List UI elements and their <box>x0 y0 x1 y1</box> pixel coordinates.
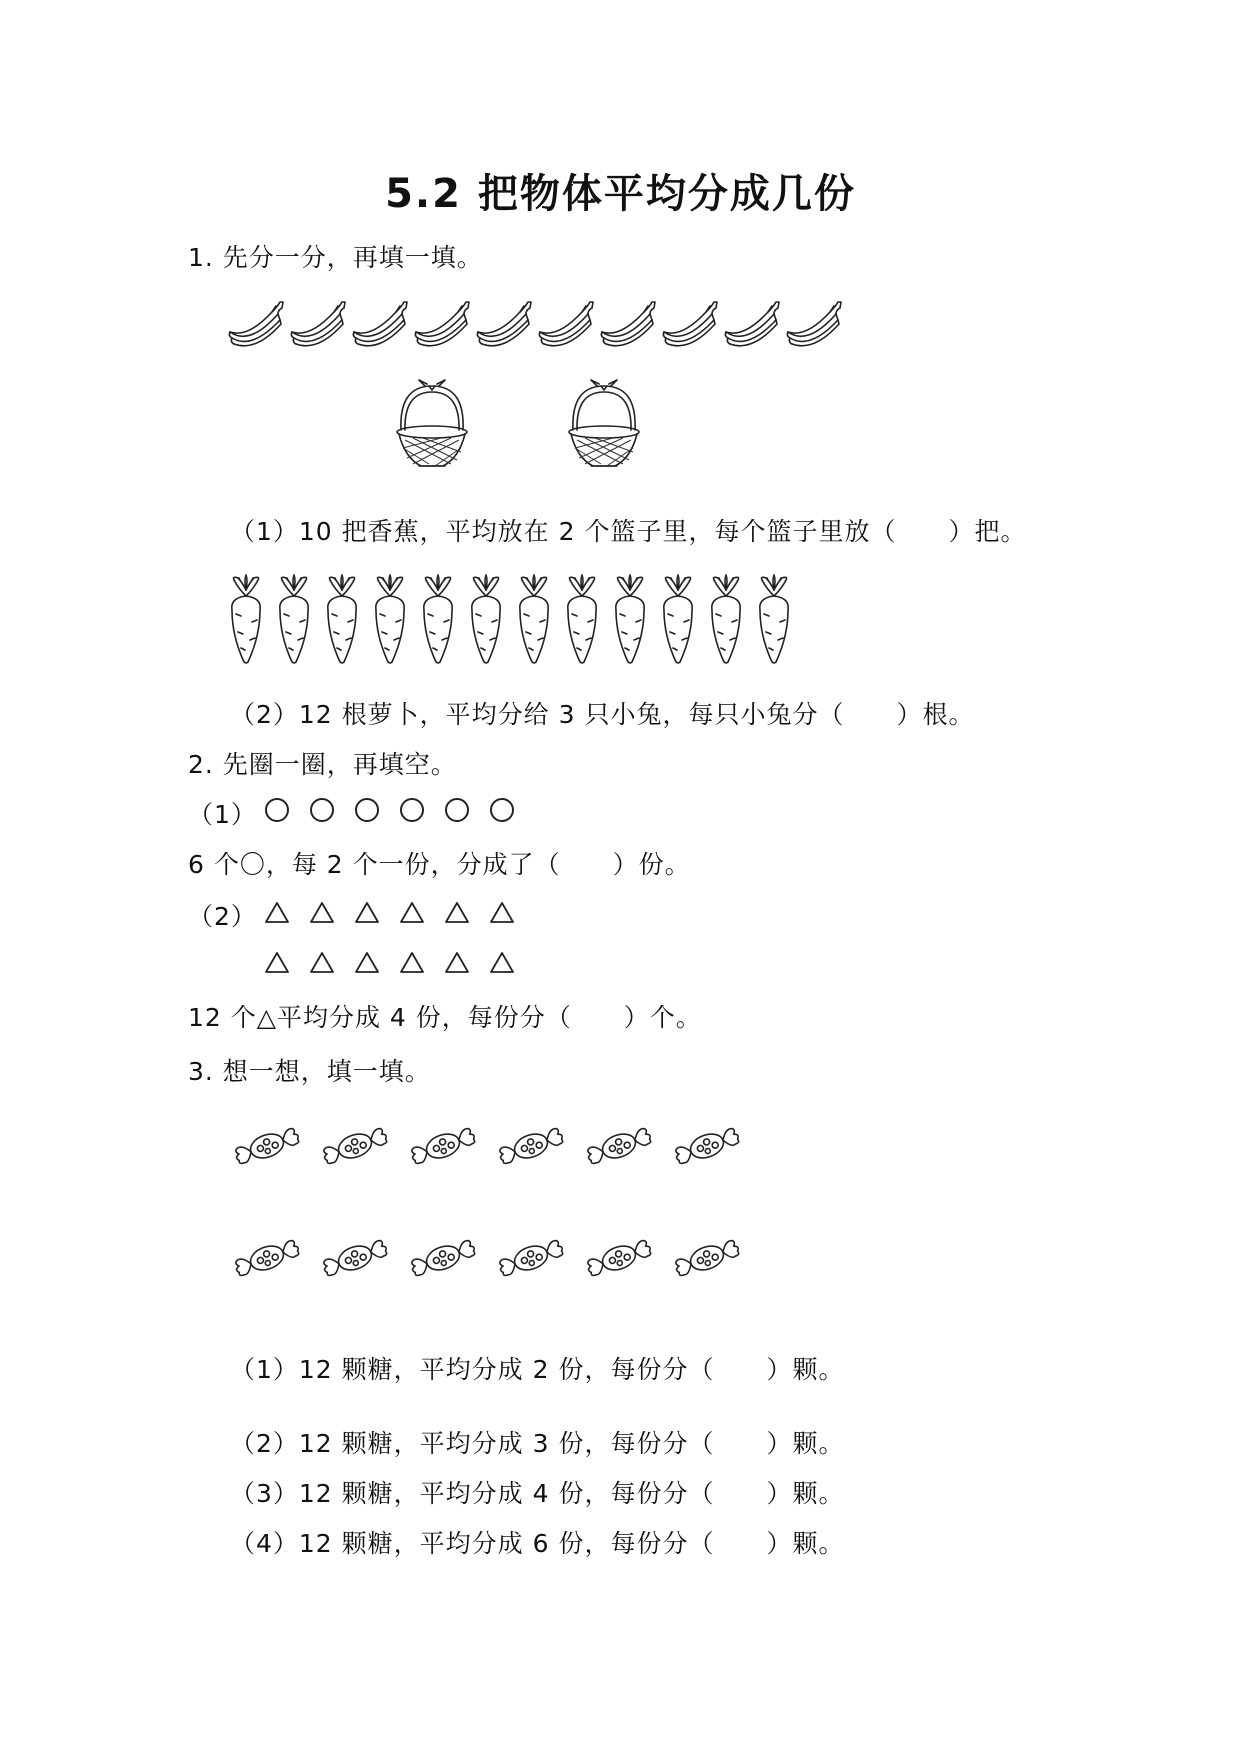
question-2-1-text: 6 个〇，每 2 个一份，分成了（ ）份。 <box>188 850 691 879</box>
candy-icon <box>584 1230 654 1286</box>
question-2-heading: 2. 先圈一圈，再填空。 <box>188 750 457 779</box>
question-2-1-label: （1） <box>188 800 257 829</box>
carrot-icon <box>322 574 362 666</box>
candy-icon <box>320 1118 390 1174</box>
question-1-2-text: （2）12 根萝卜，平均分给 3 只小兔，每只小兔分（ ）根。 <box>230 700 975 729</box>
triangle-shape <box>488 900 516 926</box>
candy-icon <box>672 1230 742 1286</box>
question-1-heading: 1. 先分一分，再填一填。 <box>188 243 483 272</box>
banana-bunch-icon <box>784 292 842 350</box>
circle-shape <box>263 796 291 824</box>
triangle-shape <box>308 950 336 976</box>
carrot-row <box>226 574 802 666</box>
question-2-2-text: 12 个△平均分成 4 份，每份分（ ）个。 <box>188 1003 702 1032</box>
circle-row <box>263 796 533 824</box>
triangle-shape <box>443 950 471 976</box>
banana-bunch-icon <box>226 292 284 350</box>
circle-shape <box>353 796 381 824</box>
basket-row <box>395 378 739 470</box>
triangle-row-2 <box>263 950 533 976</box>
banana-bunch-icon <box>288 292 346 350</box>
page-title: 5.2 把物体平均分成几份 <box>385 171 856 217</box>
banana-bunch-icon <box>474 292 532 350</box>
triangle-shape <box>308 900 336 926</box>
banana-bunch-icon <box>722 292 780 350</box>
carrot-icon <box>226 574 266 666</box>
carrot-icon <box>754 574 794 666</box>
circle-shape <box>443 796 471 824</box>
circle-shape <box>488 796 516 824</box>
banana-bunch-icon <box>598 292 656 350</box>
question-3-1-text: （1）12 颗糖，平均分成 2 份，每份分（ ）颗。 <box>230 1355 845 1384</box>
candy-icon <box>496 1118 566 1174</box>
question-1-1-text: （1）10 把香蕉，平均放在 2 个篮子里，每个篮子里放（ ）把。 <box>230 517 1027 546</box>
triangle-shape <box>263 900 291 926</box>
candy-icon <box>496 1230 566 1286</box>
question-3-3-text: （3）12 颗糖，平均分成 4 份，每份分（ ）颗。 <box>230 1479 845 1508</box>
candy-icon <box>672 1118 742 1174</box>
triangle-shape <box>443 900 471 926</box>
question-3-4-text: （4）12 颗糖，平均分成 6 份，每份分（ ）颗。 <box>230 1529 845 1558</box>
basket-icon <box>395 378 469 470</box>
candy-icon <box>320 1230 390 1286</box>
question-2-2-label: （2） <box>188 902 257 931</box>
carrot-icon <box>610 574 650 666</box>
triangle-shape <box>353 950 381 976</box>
carrot-icon <box>658 574 698 666</box>
triangle-shape <box>398 950 426 976</box>
banana-bunch-icon <box>350 292 408 350</box>
question-3-heading: 3. 想一想，填一填。 <box>188 1057 431 1086</box>
banana-bunch-icon <box>412 292 470 350</box>
banana-bunch-icon <box>536 292 594 350</box>
triangle-shape <box>488 950 516 976</box>
candy-icon <box>232 1230 302 1286</box>
candy-icon <box>584 1118 654 1174</box>
triangle-row-1 <box>263 900 533 926</box>
candy-icon <box>408 1230 478 1286</box>
triangle-shape <box>263 950 291 976</box>
triangle-shape <box>398 900 426 926</box>
candy-row-2 <box>232 1230 760 1286</box>
carrot-icon <box>706 574 746 666</box>
carrot-icon <box>466 574 506 666</box>
carrot-icon <box>562 574 602 666</box>
circle-shape <box>308 796 336 824</box>
candy-icon <box>408 1118 478 1174</box>
candy-icon <box>232 1118 302 1174</box>
circle-shape <box>398 796 426 824</box>
carrot-icon <box>418 574 458 666</box>
triangle-shape <box>353 900 381 926</box>
carrot-icon <box>274 574 314 666</box>
basket-icon <box>567 378 641 470</box>
banana-bunch-icon <box>660 292 718 350</box>
carrot-icon <box>514 574 554 666</box>
banana-row <box>226 292 846 350</box>
question-3-2-text: （2）12 颗糖，平均分成 3 份，每份分（ ）颗。 <box>230 1429 845 1458</box>
candy-row-1 <box>232 1118 760 1174</box>
carrot-icon <box>370 574 410 666</box>
